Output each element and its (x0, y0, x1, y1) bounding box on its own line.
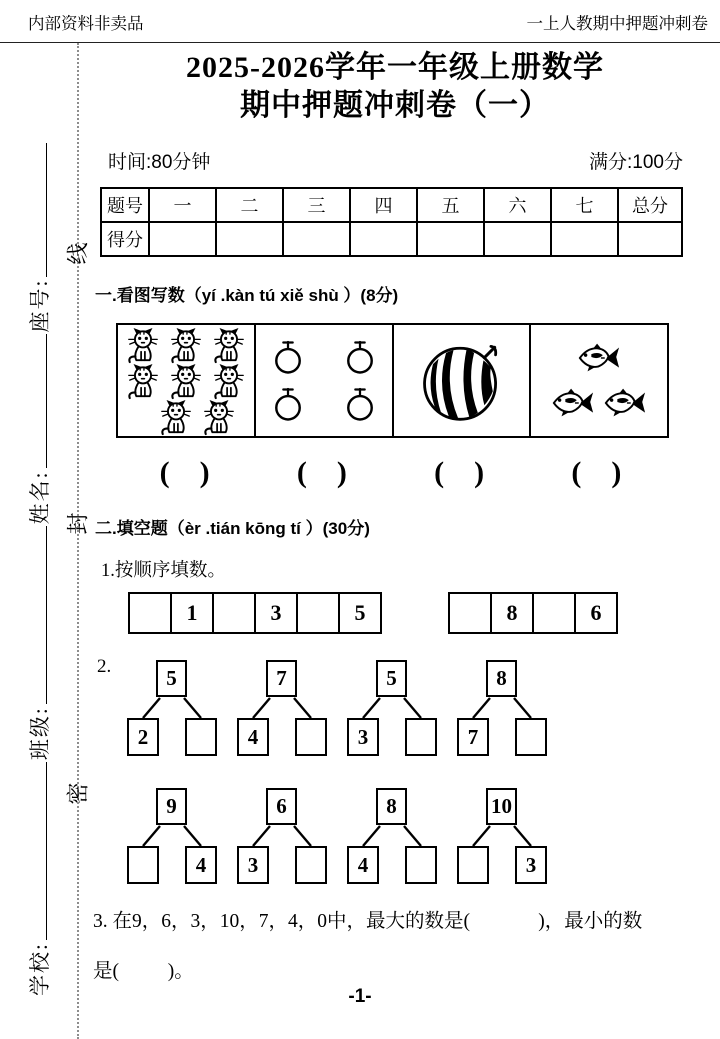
score-cell-empty (216, 222, 283, 256)
picture-row (402, 338, 522, 424)
bond-total-box: 5 (156, 660, 187, 697)
number-bonds-row-2 (0, 788, 720, 888)
bond-total-box: 8 (376, 788, 407, 825)
seal-label: 班级: (28, 706, 52, 761)
apple-icon (273, 339, 303, 375)
score-cell-empty (484, 222, 551, 256)
score-cell-empty (149, 222, 216, 256)
header-right-text: 一上人教期中押题冲刺卷 (526, 14, 708, 33)
paren-open: ( (159, 456, 170, 489)
score-cell-empty (551, 222, 618, 256)
seal-line-char: 封 (65, 512, 91, 535)
bond-lines (236, 697, 328, 719)
paren-close: ) (611, 456, 622, 489)
picture-cell-fish (529, 325, 667, 436)
answer-slot (253, 456, 390, 490)
time-label: 时间:80分钟 (108, 152, 211, 173)
sequence-cell (128, 592, 172, 634)
header-strip (28, 10, 708, 34)
seal-blank-line (46, 143, 47, 277)
score-table-grid (100, 187, 683, 257)
number-bond (126, 660, 218, 756)
bond-part-box-left (457, 846, 489, 884)
seal-label: 姓名: (28, 470, 52, 525)
answer-slot (391, 456, 528, 490)
picture-row (539, 388, 659, 418)
paren-open: ( (296, 456, 307, 489)
cat-icon (210, 328, 248, 364)
bond-lines (456, 825, 548, 847)
paren-close: ) (199, 456, 210, 489)
bond-part-box-right (295, 846, 327, 884)
apple-icon (345, 339, 375, 375)
fish-icon (551, 388, 595, 418)
paren-open: ( (571, 456, 582, 489)
bond-lines (456, 697, 548, 719)
number-bond (456, 660, 548, 756)
cat-icon (210, 364, 248, 400)
header-left-text: 内部资料非卖品 (28, 14, 144, 33)
number-bond (236, 788, 328, 884)
bond-part-box-left: 4 (347, 846, 379, 884)
apple-icon (273, 386, 303, 422)
bond-part-box-left: 2 (127, 718, 159, 756)
score-table-header-cell: 六 (484, 188, 551, 222)
sequence-cell: 6 (576, 592, 618, 634)
number-strip-2 (448, 592, 618, 634)
bond-part-box-right (185, 718, 217, 756)
fish-icon (577, 343, 621, 373)
bond-part-box-left: 3 (347, 718, 379, 756)
apple-icon (345, 386, 375, 422)
sequence-cell (298, 592, 340, 634)
bond-part-box-left (127, 846, 159, 884)
bond-total-box: 10 (486, 788, 517, 825)
number-bond (346, 660, 438, 756)
question3-line1: 3. 在9，6，3，10，7，4，0中，最大的数是( )，最小的数 (93, 911, 643, 932)
bond-total-box: 9 (156, 788, 187, 825)
picture-row (126, 328, 246, 364)
sequence-cell: 5 (340, 592, 382, 634)
bond-total-box: 6 (266, 788, 297, 825)
bond-total-box: 8 (486, 660, 517, 697)
number-bonds-row-1 (0, 660, 720, 760)
picture-row (264, 339, 384, 375)
meta-row (108, 147, 683, 174)
answer-slot (116, 456, 253, 490)
bond-part-box-right: 3 (515, 846, 547, 884)
page-number: -1- (348, 986, 372, 1007)
question2-label: 2. (97, 656, 112, 677)
bond-part-box-right (295, 718, 327, 756)
score-row-label: 得分 (101, 222, 149, 256)
exam-title-line2: 期中押题冲刺卷（一） (240, 89, 550, 122)
cat-icon (124, 328, 162, 364)
score-table-header-cell: 一 (149, 188, 216, 222)
score-cell-empty (283, 222, 350, 256)
cat-icon (124, 364, 162, 400)
bond-part-box-left: 4 (237, 718, 269, 756)
seal-line-char: 密 (65, 782, 91, 805)
section2-heading: 二.填空题（èr .tián kōng tí ）(30分) (95, 519, 370, 538)
picture-box (116, 323, 669, 438)
seal-blank-line (46, 334, 47, 468)
bond-lines (126, 697, 218, 719)
picture-row (264, 386, 384, 422)
seal-line-char: 线 (65, 242, 91, 265)
full-score-label: 满分:100分 (589, 152, 683, 173)
watermelon-icon (418, 338, 504, 424)
paren-open: ( (434, 456, 445, 489)
answer-slot (528, 456, 665, 490)
bond-part-box-right (405, 846, 437, 884)
exam-title (90, 49, 700, 125)
sequence-cell (448, 592, 492, 634)
bond-part-box-left: 3 (237, 846, 269, 884)
cat-icon (200, 400, 238, 436)
header-divider (0, 42, 720, 43)
bond-part-box-right: 4 (185, 846, 217, 884)
score-table-header-cell: 题号 (101, 188, 149, 222)
section1-heading: 一.看图写数（yí .kàn tú xiě shù ）(8分) (95, 286, 399, 305)
number-bond (126, 788, 218, 884)
sequence-cell: 8 (492, 592, 534, 634)
score-cell-empty (618, 222, 682, 256)
seal-dotted-line (77, 43, 79, 1039)
score-cell-empty (350, 222, 417, 256)
score-table-header-cell: 四 (350, 188, 417, 222)
paren-close: ) (336, 456, 347, 489)
bond-lines (236, 825, 328, 847)
picture-row (539, 343, 659, 373)
score-cell-empty (417, 222, 484, 256)
bond-lines (346, 825, 438, 847)
score-table-header-cell: 二 (216, 188, 283, 222)
score-table-header-cell: 五 (417, 188, 484, 222)
fish-icon (603, 388, 647, 418)
seal-label: 学校: (28, 942, 52, 996)
picture-cell-apple (254, 325, 392, 436)
exam-title-line1: 2025-2026学年一年级上册数学 (186, 51, 604, 84)
question1-label: 1.按顺序填数。 (101, 561, 226, 581)
score-table-header-cell: 三 (283, 188, 350, 222)
picture-cell-watermelon (392, 325, 530, 436)
cat-icon (167, 328, 205, 364)
sequence-cell: 1 (172, 592, 214, 634)
number-bond (346, 788, 438, 884)
sequence-cell (214, 592, 256, 634)
bond-total-box: 5 (376, 660, 407, 697)
score-table-header-cell: 总分 (618, 188, 682, 222)
sequence-cell: 3 (256, 592, 298, 634)
seal-label: 座号: (28, 278, 52, 333)
cat-icon (167, 364, 205, 400)
question3-line2: 是( )。 (93, 961, 194, 982)
number-bond (236, 660, 328, 756)
answer-parens-row (116, 456, 665, 490)
score-table-header-cell: 七 (551, 188, 618, 222)
cat-icon (157, 400, 195, 436)
picture-cell-cat (118, 325, 254, 436)
bond-part-box-right (515, 718, 547, 756)
score-table (100, 187, 683, 257)
paren-close: ) (474, 456, 485, 489)
bond-total-box: 7 (266, 660, 297, 697)
picture-row (126, 400, 246, 436)
number-bond (456, 788, 548, 884)
bond-lines (346, 697, 438, 719)
bond-part-box-right (405, 718, 437, 756)
bond-lines (126, 825, 218, 847)
picture-row (126, 364, 246, 400)
bond-part-box-left: 7 (457, 718, 489, 756)
number-strip-1 (128, 592, 382, 634)
sequence-cell (534, 592, 576, 634)
